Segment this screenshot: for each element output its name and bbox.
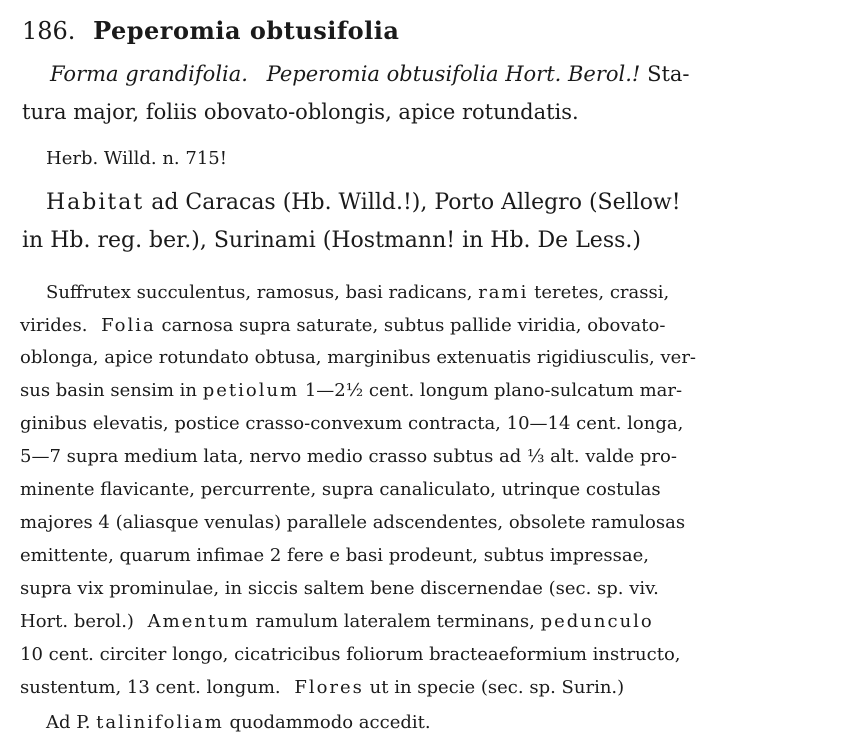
habitat-line-1 [46,190,681,215]
description-text: ramulum lateralem terminans, [255,611,535,632]
forma-line-2-text: tura major, foliis obovato-oblongis, apice rotundatis. [22,100,579,124]
description-text: virides. [20,315,88,336]
description-text: ginibus elevatis, postice crasso-convexum contracta, 10—14 cent. longa, [20,413,684,434]
description-term-amentum: Amentum [147,611,250,632]
description-text: carnosa supra saturate, subtus pallide viridia, obovato- [161,315,666,336]
description-term-flores: Flores [294,677,364,698]
description-text: 1—2½ cent. longum plano-sulcatum mar- [304,380,683,401]
forma-synonym: Peperomia obtusifolia Hort. Berol.! [266,62,641,86]
forma-line-2 [22,100,579,124]
description-term-pedunculo: pedunculo [540,611,654,632]
closing-species: talinifoliam [96,712,224,733]
description-text: 5—7 supra medium lata, nervo medio crasso subtus ad ⅓ alt. valde pro- [20,446,677,467]
description-line-4 [20,380,682,401]
description-line-1 [46,282,669,303]
herbarium-reference [46,148,227,169]
description-line-2 [20,315,665,336]
description-term-petiolum: petiolum [202,380,300,401]
description-text: Hort. berol.) [20,611,134,632]
description-text: ut in specie (sec. sp. Surin.) [369,677,625,698]
forma-line-1-tail: Sta- [647,62,690,86]
habitat-line-1-text: ad Caracas (Hb. Willd.!), Porto Allegro (Sellow! [151,190,681,215]
closing-suffix: quodammodo accedit. [229,712,431,733]
description-line-12 [20,644,681,665]
herbarium-reference-text: Herb. Willd. n. 715! [46,148,227,169]
habitat-label: Habitat [46,190,145,215]
description-text: minente flavicante, percurrente, supra canaliculato, utrinque costulas [20,479,661,500]
description-text: Suffrutex succulentus, ramosus, basi radicans, [46,282,473,303]
forma-line-1 [50,62,690,86]
description-term-rami: rami [478,282,529,303]
description-line-8 [20,512,685,533]
habitat-line-2-text: in Hb. reg. ber.), Surinami (Hostmann! in Hb. De Less.) [22,228,641,253]
description-term-folia: Folia [101,315,156,336]
description-line-3 [20,347,696,368]
species-number: 186. [22,17,76,45]
description-text: sus basin sensim in [20,380,197,401]
description-line-9 [20,545,649,566]
description-line-13 [20,677,624,698]
description-text: 10 cent. circiter longo, cicatricibus foliorum bracteaeformium instructo, [20,644,681,665]
forma-name: Forma grandifolia. [50,62,248,86]
description-text: supra vix prominulae, in siccis saltem bene discernendae (sec. sp. viv. [20,578,659,599]
closing-line [46,712,431,733]
description-line-7 [20,479,661,500]
closing-prefix: Ad P. [46,712,91,733]
species-heading [22,16,399,45]
description-line-11 [20,611,654,632]
description-text: oblonga, apice rotundato obtusa, marginibus extenuatis rigidiusculis, ver- [20,347,697,368]
description-line-6 [20,446,677,467]
species-name: Peperomia obtusifolia [93,16,400,45]
description-line-5 [20,413,683,434]
habitat-line-2 [22,228,641,253]
description-text: sustentum, 13 cent. longum. [20,677,281,698]
description-text: teretes, crassi, [534,282,670,303]
description-text: emittente, quarum infimae 2 fere e basi prodeunt, subtus impressae, [20,545,650,566]
description-text: majores 4 (aliasque venulas) parallele adscendentes, obsolete ramulosas [20,512,686,533]
description-line-10 [20,578,659,599]
